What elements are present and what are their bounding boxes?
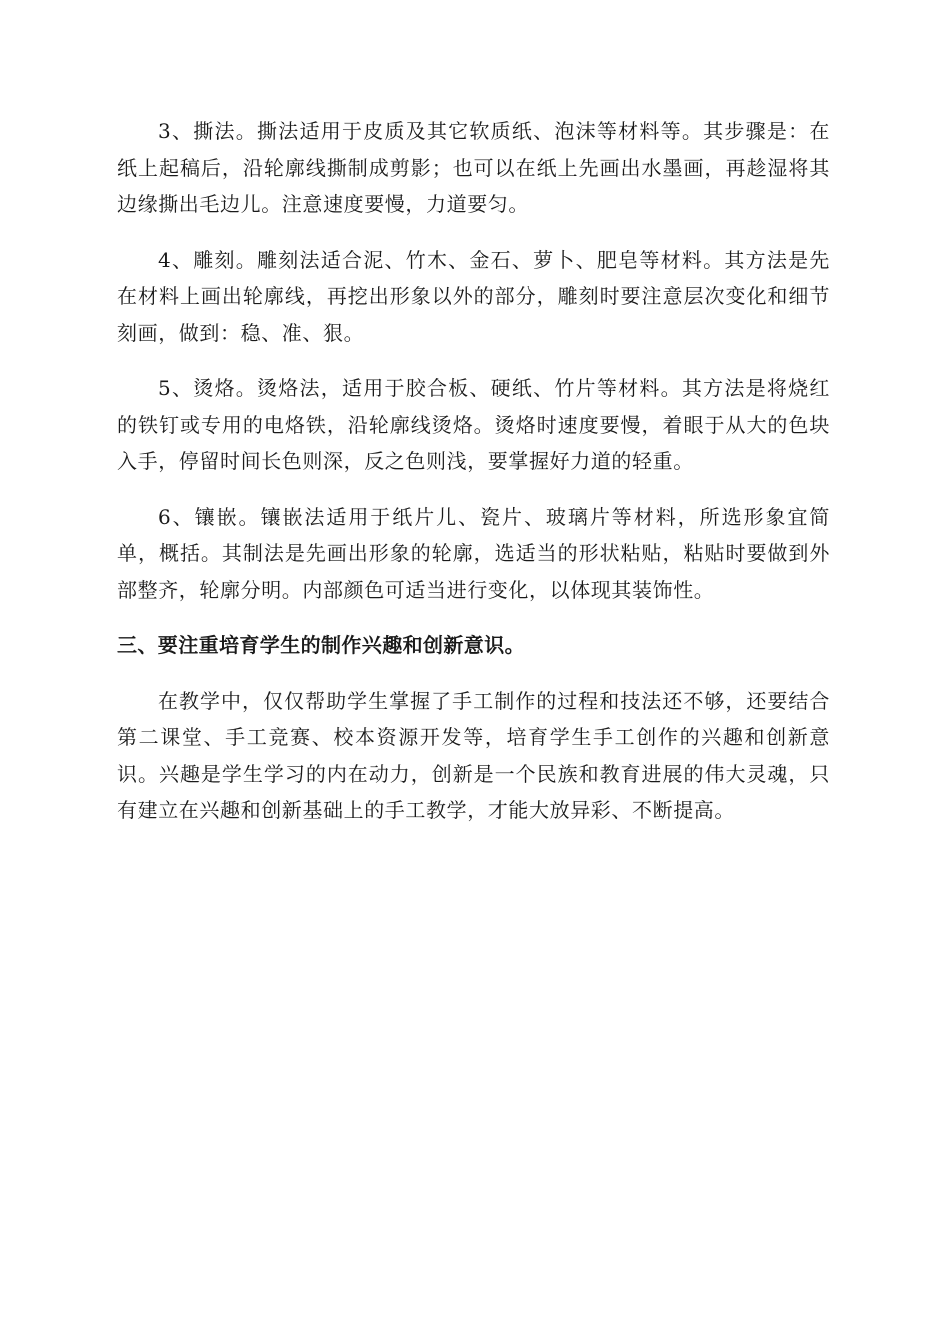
paragraph-inlay-method: 6、镶嵌。镶嵌法适用于纸片儿、瓷片、玻璃片等材料，所选形象宜简单，概括。其制法是先画出形象的轮廓，选适当的形状粘贴，粘贴时要做到外部整齐，轮廓分明。内部颜色可适当进行变化，以体现其装饰性。 [117, 504, 830, 602]
paragraph-pyrography-method: 5、烫烙。烫烙法，适用于胶合板、硬纸、竹片等材料。其方法是将烧红的铁钉或专用的电烙铁，沿轮廓线烫烙。烫烙时速度要慢，着眼于从大的色块入手，停留时间长色则深，反之色则浅，要掌握好力道的轻重。 [117, 376, 830, 473]
paragraph-carving-method: 4、雕刻。雕刻法适合泥、竹木、金石、萝卜、肥皂等材料。其方法是先在材料上画出轮廓线，再挖出形象以外的部分，雕刻时要注意层次变化和细节刻画，做到：稳、准、狠。 [117, 247, 830, 345]
paragraph-conclusion: 在教学中，仅仅帮助学生掌握了手工制作的过程和技法还不够，还要结合第二课堂、手工竞赛、校本资源开发等，培育学生手工创作的兴趣和创新意识。兴趣是学生学习的内在动力，创新是一个民族和教育进展的伟大灵魂，只有建立在兴趣和创新基础上的手工教学，才能大放异彩、不断提高。 [117, 688, 830, 822]
document-body [117, 113, 830, 848]
section-heading: 三、要注重培育学生的制作兴趣和创新意识。 [117, 633, 525, 657]
paragraph-tearing-method: 3、撕法。撕法适用于皮质及其它软质纸、泡沫等材料等。其步骤是：在纸上起稿后，沿轮廓线撕制成剪影；也可以在纸上先画出水墨画，再趁湿将其边缘撕出毛边儿。注意速度要慢，力道要匀。 [117, 119, 830, 216]
